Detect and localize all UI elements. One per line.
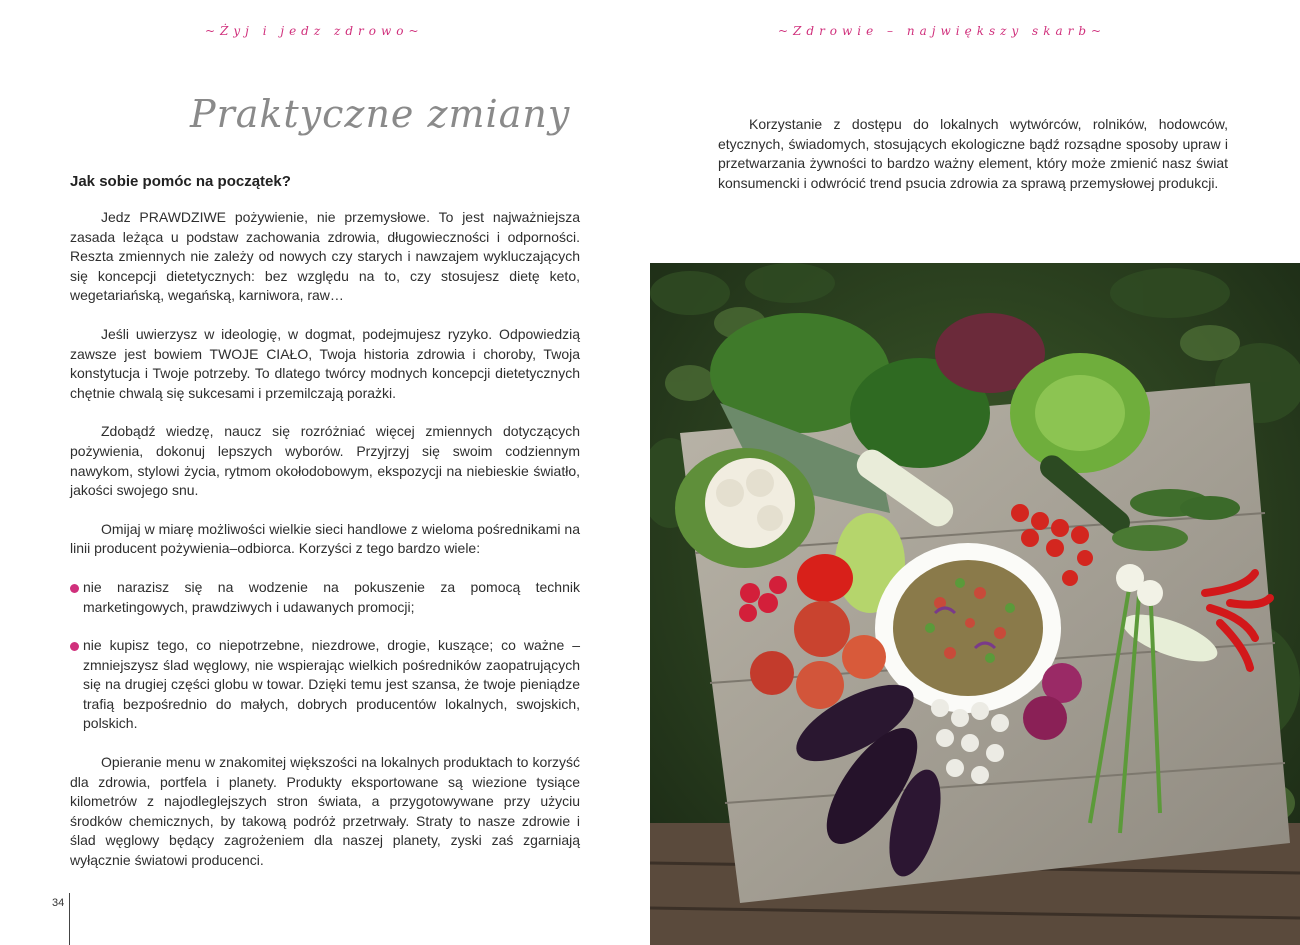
page-number-rule [69,893,70,945]
running-head-right: ~Zdrowie – największy skarb~ [778,24,1107,38]
right-intro-text: Korzystanie z dostępu do lokalnych wytwórców, rolników, hodowców, etycznych, świadomych, stosujących ekologiczne bądź rozsądne sposoby upraw i przetwarzania żywności to bardzo ważny element, który może zmienić nasz świat konsumencki i odwrócić trend psucia zdrowia za sprawą przemysłowej produkcji. [718,116,1228,191]
paragraph: Jedz PRAWDZIWE pożywienie, nie przemysłowe. To jest najważniejsza zasada leżąca u podstaw zachowania zdrowia, długowieczności i odporności. Reszta zmiennych nie zależy od nowych czy starych i nawzajem wykluczających się koncepcji dietetycznych: bez względu na to, czy stosujesz dietę keto, wegetariańską, wegańską, karniwora, raw… [70,209,580,304]
vegetables-photo [650,263,1300,945]
bullet-text: nie kupisz tego, co niepotrzebne, niezdrowe, drogie, kuszące; co ważne – zmniejszysz ślad węglowy, nie wspierając wielkich pośredników zaopatrujących się na drugiej części globu w towar. Dzięki temu jest szansa, że twoje pieniądze trafią bezpośrednio do małych, dobrych producentów lokalnych, swojskich, polskich. [83,637,580,732]
page-title: Praktyczne zmiany [190,92,571,136]
paragraph: Omijaj w miarę możliwości wielkie sieci handlowe z wieloma pośrednikami na linii producent pożywienia–odbiorca. Korzyści z tego bardzo wiele: [70,520,580,557]
bullet-item [70,636,580,734]
bullet-text: nie narazisz się na wodzenie na pokuszenie za pomocą technik marketingowych, prawdziwych i udawanych promocji; [83,578,580,615]
paragraph: Opieranie menu w znakomitej większości na lokalnych produktach to korzyść dla zdrowia, portfela i planety. Produkty eksportowane są wiezione tysiące kilometrów z najodleglejszych stron świata, a przygotowywane przy użyciu środków chemicznych, by takową podróż przetrwały. Straty to nasze zdrowie i ślad węglowy będący zagrożeniem dla naszej planety, zyski zaś zgarniają wyłącznie światowi producenci. [70,754,580,869]
bullet-item [70,578,580,617]
bullet-dot-icon [70,642,79,651]
vegetables-illustration [650,263,1300,945]
left-body-text [70,208,580,890]
bullet-dot-icon [70,584,79,593]
paragraph: Zdobądź wiedzę, naucz się rozróżniać więcej zmiennych dotyczących pożywienia, dokonuj lepszych wyborów. Przyjrzyj się swoim codziennym nawykom, stylowi życia, rytmom okołodobowym, ekspozycji na niebieskie światło, jakości swojego snu. [70,423,580,499]
running-head-left: ~Żyj i jedz zdrowo~ [205,24,424,38]
paragraph: Jeśli uwierzysz w ideologię, w dogmat, podejmujesz ryzyko. Odpowiedzią zawsze jest bowiem TWOJE CIAŁO, Twoja historia zdrowia i choroby, Twoja konstytucja i Twoje potrzeby. To dlatego twórcy modnych koncepcji dietetycznych chętnie chwalą się sukcesami i przemilczają porażki. [70,325,580,401]
page-number: 34 [52,897,65,909]
section-subtitle: Jak sobie pomóc na początek? [70,173,291,190]
